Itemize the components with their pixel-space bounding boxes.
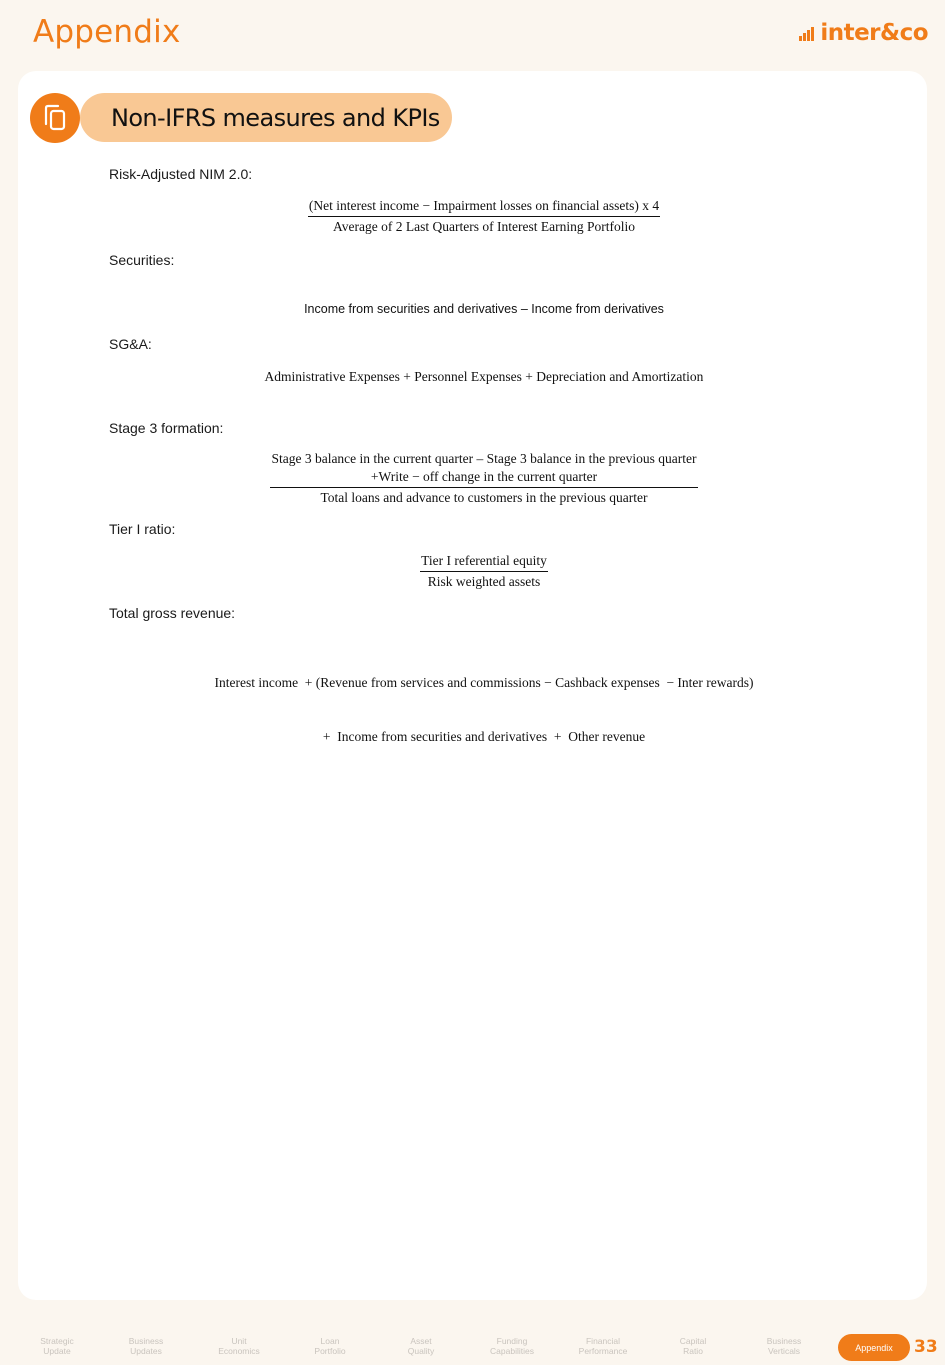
nim-formula (109, 197, 859, 236)
tier1-label: Tier I ratio: (109, 521, 176, 537)
sga-label: SG&A: (109, 336, 152, 352)
page-title: Appendix (33, 14, 181, 50)
stage3-formula (109, 450, 859, 507)
footer-nav (0, 1334, 945, 1362)
tier1-denominator: Risk weighted assets (427, 574, 541, 589)
nim-denominator: Average of 2 Last Quarters of Interest Earning Portfolio (333, 219, 635, 234)
nav-appendix[interactable]: Appendix (838, 1334, 910, 1361)
nim-label: Risk-Adjusted NIM 2.0: (109, 166, 253, 182)
nav-business-updates[interactable]: Business Updates (128, 1336, 164, 1356)
nim-numerator: (Net interest income − Impairment losses on financial assets) x 4 (308, 197, 660, 217)
revenue-formula (109, 638, 859, 764)
stage3-denominator: Total loans and advance to customers in the previous quarter (320, 490, 648, 505)
sga-formula: Administrative Expenses + Personnel Expenses + Depreciation and Amortization (264, 369, 704, 384)
copy-icon (30, 93, 80, 143)
page-number: 33 (914, 1337, 938, 1357)
nav-asset-quality[interactable]: Asset Quality (407, 1336, 435, 1356)
logo-text: inter&co (820, 20, 928, 46)
stage3-label: Stage 3 formation: (109, 420, 224, 436)
company-logo (799, 20, 928, 46)
nav-capital-ratio[interactable]: Capital Ratio (679, 1336, 707, 1356)
nav-financial-performance[interactable]: Financial Performance (578, 1336, 628, 1356)
section-title: Non-IFRS measures and KPIs (80, 93, 452, 142)
tier1-formula (109, 552, 859, 591)
revenue-line1: Interest income + (Revenue from services and commissions − Cashback expenses − Inter rewards) (214, 675, 754, 690)
securities-label: Securities: (109, 252, 175, 268)
stage3-numerator-line1: Stage 3 balance in the current quarter – Stage 3 balance in the previous quarter (271, 451, 697, 466)
nav-business-verticals[interactable]: Business Verticals (766, 1336, 802, 1356)
nav-loan-portfolio[interactable]: Loan Portfolio (314, 1336, 346, 1356)
nav-funding-capabilities[interactable]: Funding Capabilities (490, 1336, 534, 1356)
revenue-label: Total gross revenue: (109, 605, 236, 621)
nav-unit-economics[interactable]: Unit Economics (218, 1336, 260, 1356)
tier1-numerator: Tier I referential equity (420, 552, 548, 572)
revenue-line2: + Income from securities and derivatives + Other revenue (322, 729, 646, 744)
securities-formula: Income from securities and derivatives – Income from derivatives (304, 302, 664, 316)
stage3-numerator-line2: +Write − off change in the current quarter (370, 469, 598, 484)
nav-strategic-update[interactable]: Strategic Update (40, 1336, 74, 1356)
logo-bars-icon (799, 25, 817, 41)
